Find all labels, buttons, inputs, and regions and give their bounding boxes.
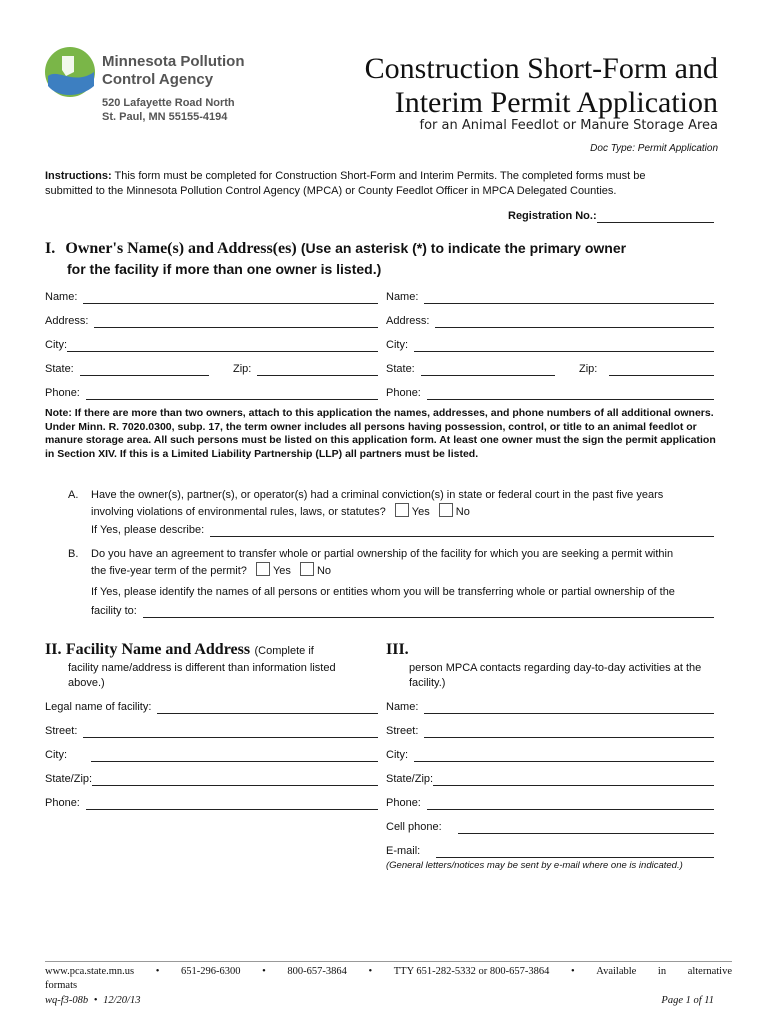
contact-city-label: City: bbox=[386, 749, 408, 761]
footer-alternative: alternative bbox=[687, 966, 732, 977]
section-2-roman: II. bbox=[45, 641, 62, 658]
registration-label: Registration No.: bbox=[508, 210, 597, 222]
facility-street-label: Street: bbox=[45, 725, 78, 737]
facility-legal-name-label: Legal name of facility: bbox=[45, 701, 152, 713]
owner2-address-input[interactable] bbox=[435, 316, 714, 328]
contact-cell-field bbox=[386, 820, 714, 834]
question-b-line2-row bbox=[91, 562, 331, 578]
facility-phone-field bbox=[45, 796, 378, 810]
question-a-line2: involving violations of environmental rules, laws, or statutes? bbox=[91, 506, 386, 518]
owner1-city-input[interactable] bbox=[67, 340, 378, 352]
question-a-line2-row bbox=[91, 503, 470, 519]
section-3-desc-b: facility.) bbox=[409, 677, 446, 689]
owner1-address-field bbox=[45, 314, 378, 328]
owner2-phone-input[interactable] bbox=[427, 388, 714, 400]
owner2-name-field bbox=[386, 290, 714, 304]
question-a-no-label: No bbox=[455, 506, 470, 518]
contact-state-zip-field bbox=[386, 772, 714, 786]
question-b-line1: Do you have an agreement to transfer whole or partial ownership of the facility for which you are seeking a permit within bbox=[91, 548, 674, 560]
contact-street-input[interactable] bbox=[424, 726, 714, 738]
section-1-roman: I. bbox=[45, 240, 56, 257]
facility-street-field bbox=[45, 724, 378, 738]
owner1-state-input[interactable] bbox=[80, 364, 209, 376]
owner1-state-field bbox=[45, 362, 209, 376]
owner1-phone-field bbox=[45, 386, 378, 400]
agency-address-line2: St. Paul, MN 55155-4194 bbox=[102, 111, 228, 123]
question-a-yes-label: Yes bbox=[411, 506, 430, 518]
footer-formats: formats bbox=[45, 980, 78, 991]
footer-bullet-2: • bbox=[262, 966, 266, 977]
owners-note: Note: If there are more than two owners, attach to this application the names, addresses, and phone numbers of all additional owners. Under Minn. R. 7020.0300, subp. 17, the term owner includes all persons having possession, control, or title to an animal feedlot or manure storage area. All such persons must be listed on this application form. At least one owner must the sign the permit application in Section XIV. If this is a Limited Liability Partnership (LLP) all partners must be listed. bbox=[45, 407, 716, 460]
owner1-zip-label: Zip: bbox=[233, 363, 252, 375]
section-1-subtitle-b: for the facility if more than one owner is listed.) bbox=[67, 261, 382, 277]
owner1-zip-field bbox=[233, 362, 378, 376]
agency-name-line2: Control Agency bbox=[102, 71, 214, 88]
doc-type: Doc Type: Permit Application bbox=[590, 143, 718, 154]
question-b-identify: If Yes, please identify the names of all persons or entities whom you will be transferring whole or partial ownership of the bbox=[91, 586, 675, 598]
section-2-title: Facility Name and Address bbox=[65, 641, 251, 658]
owner2-state-input[interactable] bbox=[421, 364, 555, 376]
agency-name-line1: Minnesota Pollution bbox=[102, 53, 245, 70]
owner1-address-label: Address: bbox=[45, 315, 89, 327]
agency-name bbox=[102, 53, 245, 89]
contact-street-field bbox=[386, 724, 714, 738]
question-b-facility-to-input[interactable] bbox=[143, 606, 714, 618]
registration-input[interactable] bbox=[597, 211, 714, 223]
contact-name-input[interactable] bbox=[424, 702, 714, 714]
instructions-text: This form must be completed for Construction Short-Form and Interim Permits. The completed forms must be submitted to the Minnesota Pollution Control Agency (MPCA) or County Feedlot Officer in MPCA Delegated Counties. bbox=[45, 170, 646, 197]
footer-form-id: wq-f3-08b bbox=[45, 995, 89, 1006]
owner2-phone-field bbox=[386, 386, 714, 400]
question-b-yes-checkbox[interactable] bbox=[256, 562, 270, 576]
section-1-heading bbox=[45, 238, 725, 279]
agency-address bbox=[102, 96, 235, 124]
contact-state-zip-label: State/Zip: bbox=[386, 773, 434, 785]
facility-city-field bbox=[45, 748, 378, 762]
facility-phone-label: Phone: bbox=[45, 797, 80, 809]
owner1-name-input[interactable] bbox=[83, 292, 378, 304]
question-a-line1: Have the owner(s), partner(s), or operator(s) had a criminal conviction(s) in state or federal court in the past five years bbox=[91, 489, 664, 501]
footer-rule bbox=[45, 961, 732, 962]
facility-city-label: City: bbox=[45, 749, 67, 761]
question-a-yes-checkbox[interactable] bbox=[395, 503, 409, 517]
page-title bbox=[365, 52, 718, 120]
section-2-heading bbox=[45, 641, 314, 659]
owner2-address-label: Address: bbox=[386, 315, 430, 327]
owner1-zip-input[interactable] bbox=[257, 364, 378, 376]
instructions-label: Instructions: bbox=[45, 170, 112, 182]
contact-email-field bbox=[386, 844, 714, 858]
question-b-no-label: No bbox=[316, 565, 332, 577]
footer-form-id-row bbox=[45, 995, 140, 1006]
question-b-yes-label: Yes bbox=[272, 565, 291, 577]
footer-bullet-5: • bbox=[93, 995, 98, 1006]
owner2-name-label: Name: bbox=[386, 291, 419, 303]
owner2-city-label: City: bbox=[386, 339, 408, 351]
question-b-facility-to-label: facility to: bbox=[91, 605, 137, 617]
section-3-roman: III. bbox=[386, 641, 409, 658]
owner2-city-input[interactable] bbox=[414, 340, 714, 352]
contact-email-input[interactable] bbox=[436, 846, 714, 858]
owner1-name-field bbox=[45, 290, 378, 304]
question-a-describe-field bbox=[91, 523, 714, 537]
contact-cell-input[interactable] bbox=[458, 822, 714, 834]
registration-field bbox=[508, 209, 714, 223]
owner2-zip-field bbox=[579, 362, 714, 376]
contact-phone-input[interactable] bbox=[427, 798, 714, 810]
question-a-letter: A. bbox=[68, 489, 79, 501]
owner1-city-label: City: bbox=[45, 339, 67, 351]
facility-state-zip-input[interactable] bbox=[92, 774, 378, 786]
owner1-address-input[interactable] bbox=[94, 316, 378, 328]
owner2-state-label: State: bbox=[386, 363, 415, 375]
owner1-name-label: Name: bbox=[45, 291, 78, 303]
question-b-no-checkbox[interactable] bbox=[300, 562, 314, 576]
footer-bullet-4: • bbox=[571, 966, 575, 977]
footer-page-number: Page 1 of 11 bbox=[661, 995, 714, 1006]
owner2-city-field bbox=[386, 338, 714, 352]
section-2-paren-c: above.) bbox=[68, 677, 105, 689]
question-b-letter: B. bbox=[68, 548, 79, 560]
title-line1: Construction Short-Form and bbox=[364, 52, 718, 85]
contact-state-zip-input[interactable] bbox=[433, 774, 714, 786]
question-a-describe-label: If Yes, please describe: bbox=[91, 524, 205, 536]
facility-state-zip-label: State/Zip: bbox=[45, 773, 93, 785]
owner2-name-input[interactable] bbox=[424, 292, 714, 304]
facility-street-input[interactable] bbox=[83, 726, 378, 738]
question-b-facility-to-field bbox=[91, 604, 714, 618]
owner2-zip-label: Zip: bbox=[579, 363, 598, 375]
footer-available: Available bbox=[596, 966, 637, 977]
facility-state-zip-field bbox=[45, 772, 378, 786]
owner2-zip-input[interactable] bbox=[609, 364, 714, 376]
contact-email-label: E-mail: bbox=[386, 845, 421, 857]
owner1-phone-input[interactable] bbox=[86, 388, 378, 400]
title-line2: Interim Permit Application bbox=[394, 86, 718, 119]
owner2-phone-label: Phone: bbox=[386, 387, 421, 399]
section-2-paren-b: facility name/address is different than information listed bbox=[68, 662, 336, 674]
contact-cell-label: Cell phone: bbox=[386, 821, 442, 833]
mpca-logo-icon bbox=[44, 46, 96, 98]
section-1-title: Owner's Name(s) and Address(es) bbox=[65, 240, 297, 257]
agency-address-line1: 520 Lafayette Road North bbox=[102, 97, 235, 109]
question-a-no-checkbox[interactable] bbox=[439, 503, 453, 517]
owner1-phone-label: Phone: bbox=[45, 387, 80, 399]
contact-city-input[interactable] bbox=[414, 750, 714, 762]
owner2-address-field bbox=[386, 314, 714, 328]
facility-legal-name-input[interactable] bbox=[157, 702, 378, 714]
footer-bullet-3: • bbox=[368, 966, 373, 977]
contact-street-label: Street: bbox=[386, 725, 419, 737]
owner1-state-label: State: bbox=[45, 363, 74, 375]
footer-phone1: 651-296-6300 bbox=[181, 966, 241, 977]
footer-date: 12/20/13 bbox=[103, 995, 141, 1006]
footer-phone2: 800-657-3864 bbox=[287, 966, 347, 977]
footer-website[interactable]: www.pca.state.mn.us bbox=[45, 966, 135, 977]
facility-phone-input[interactable] bbox=[86, 798, 378, 810]
owner1-city-field bbox=[45, 338, 378, 352]
section-1-subtitle-a: (Use an asterisk (*) to indicate the primary owner bbox=[300, 240, 627, 256]
contact-city-field bbox=[386, 748, 714, 762]
question-a-describe-input[interactable] bbox=[210, 525, 714, 537]
owner2-state-field bbox=[386, 362, 555, 376]
contact-name-label: Name: bbox=[386, 701, 419, 713]
email-note: (General letters/notices may be sent by e-mail where one is indicated.) bbox=[386, 860, 683, 871]
footer-contact-row bbox=[45, 965, 732, 979]
footer-in: in bbox=[657, 966, 667, 977]
contact-name-field bbox=[386, 700, 714, 714]
section-2-paren-a: (Complete if bbox=[254, 645, 314, 657]
section-3-desc-a: person MPCA contacts regarding day-to-day activities at the bbox=[409, 662, 702, 674]
agency-logo bbox=[44, 46, 96, 98]
instructions bbox=[45, 169, 695, 199]
contact-phone-label: Phone: bbox=[386, 797, 421, 809]
footer-bullet-1: • bbox=[155, 966, 160, 977]
page-subtitle: for an Animal Feedlot or Manure Storage Area bbox=[419, 118, 718, 133]
facility-city-input[interactable] bbox=[91, 750, 378, 762]
facility-legal-name-field bbox=[45, 700, 378, 714]
contact-phone-field bbox=[386, 796, 714, 810]
footer-tty: TTY 651-282-5332 or 800-657-3864 bbox=[393, 966, 550, 977]
question-b-line2: the five-year term of the permit? bbox=[91, 565, 247, 577]
